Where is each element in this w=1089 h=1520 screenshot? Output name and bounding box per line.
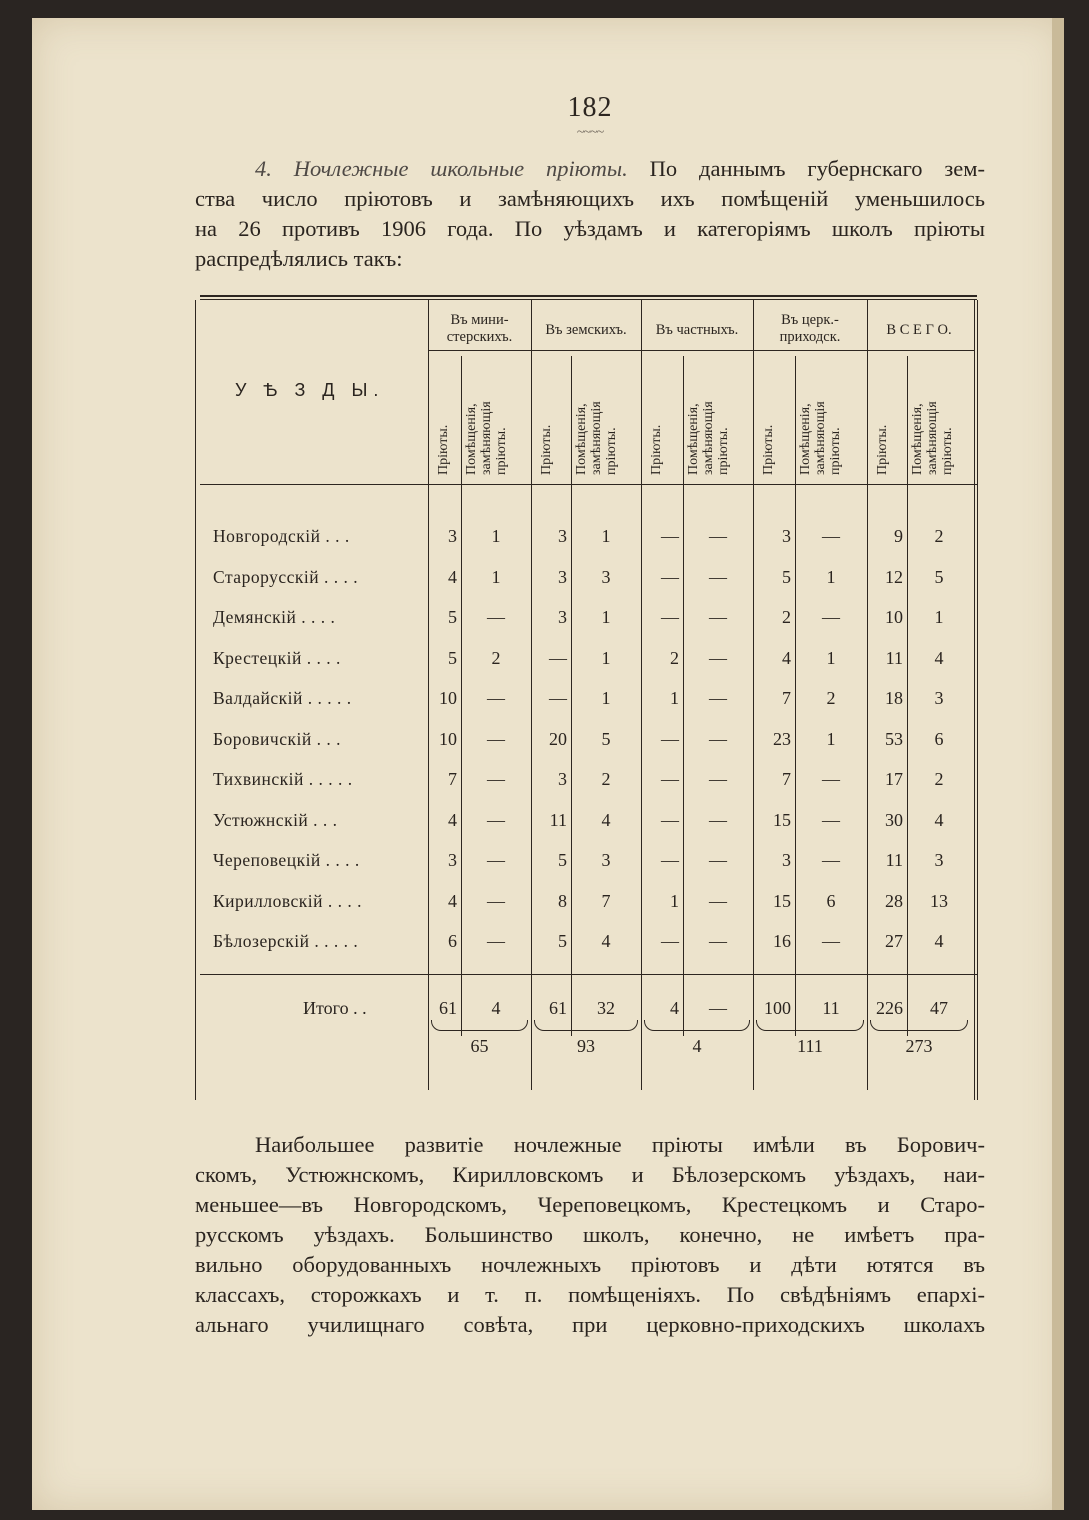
- district-name: Кирилловскій . . . .: [213, 890, 363, 911]
- total-cell: 32: [597, 998, 615, 1018]
- table-cell: 3: [558, 526, 567, 546]
- sub-header-replacement-premises: Помѣщенія, замѣняющія пріюты.: [464, 401, 509, 475]
- table-cell: —: [822, 526, 840, 546]
- table-cell: 28: [885, 890, 903, 911]
- group-header-rule: [428, 350, 974, 351]
- table-cell: —: [661, 728, 679, 749]
- table-cell: 15: [773, 809, 791, 830]
- district-name: Боровичскій . . .: [213, 728, 341, 749]
- sub-header-shelters: Пріюты.: [761, 424, 776, 475]
- table-cell: 1: [670, 688, 679, 708]
- total-cell: —: [709, 998, 727, 1018]
- table-cell: 23: [773, 728, 791, 749]
- district-name: Новгородскій . . .: [213, 526, 350, 546]
- total-cell: 4: [670, 998, 679, 1018]
- table-cell: 53: [885, 728, 903, 749]
- table-cell: 3: [934, 850, 944, 870]
- table-cell: 1: [601, 607, 611, 627]
- totals-rule: [200, 974, 977, 975]
- table-cell: 4: [934, 931, 944, 951]
- table-cell: 10: [439, 728, 457, 749]
- sub-divider: [907, 356, 908, 1036]
- table-cell: 5: [934, 566, 944, 587]
- total-cell: 61: [439, 998, 457, 1018]
- table-cell: 20: [549, 728, 567, 749]
- group-header: В С Е Г О.: [886, 322, 952, 338]
- total-cell: 4: [491, 998, 501, 1018]
- paragraph-line: меньшее—въ Новгородскомъ, Череповецкомъ, Крестецкомъ и Старо-: [195, 1192, 985, 1217]
- group-header: Въ частныхъ.: [655, 322, 739, 338]
- total-cell: 11: [822, 998, 840, 1018]
- table-cell: 3: [782, 526, 791, 546]
- table-cell: —: [487, 809, 505, 830]
- table-cell: —: [661, 566, 679, 587]
- group-header: Въ мини- стерскихъ.: [446, 312, 513, 345]
- table-cell: —: [709, 890, 727, 911]
- table-cell: 11: [549, 809, 567, 830]
- table-cell: 6: [448, 931, 457, 951]
- table-cell: 2: [601, 769, 611, 789]
- sub-divider: [571, 356, 572, 1036]
- table-cell: 30: [885, 809, 903, 830]
- table-cell: —: [709, 647, 727, 668]
- table-cell: 7: [601, 890, 611, 911]
- table-cell: —: [487, 728, 505, 749]
- group-total: 273: [905, 1036, 933, 1056]
- table-cell: 2: [782, 607, 791, 627]
- table-cell: —: [487, 850, 505, 870]
- table-cell: 5: [601, 728, 611, 749]
- district-name: Бѣлозерскій . . . . .: [213, 931, 359, 951]
- table-cell: —: [487, 607, 505, 627]
- table-cell: 15: [773, 890, 791, 911]
- district-name: Череповецкій . . . .: [213, 850, 360, 870]
- table-cell: 4: [448, 566, 457, 587]
- total-cell: 226: [876, 998, 903, 1018]
- table-cell: —: [709, 809, 727, 830]
- paragraph-line: скомъ, Устюжнскомъ, Кирилловскомъ и Бѣлозерскомъ уѣздахъ, наи-: [195, 1162, 985, 1187]
- table-cell: 1: [601, 647, 611, 668]
- group-total: 4: [692, 1036, 702, 1056]
- table-cell: —: [822, 769, 840, 789]
- table-left-border: [195, 300, 196, 1100]
- sub-divider: [795, 356, 796, 1036]
- paragraph-line: ства число пріютовъ и замѣняющихъ ихъ помѣщеній уменьшилось: [195, 186, 985, 211]
- table-cell: —: [709, 769, 727, 789]
- table-cell: 1: [826, 566, 836, 587]
- table-cell: 18: [885, 688, 903, 708]
- table-cell: —: [661, 809, 679, 830]
- header-bottom-rule: [200, 484, 977, 485]
- table-cell: 6: [826, 890, 836, 911]
- table-cell: —: [549, 647, 567, 668]
- sub-header-shelters: Пріюты.: [649, 424, 664, 475]
- group-brace: [534, 1020, 638, 1031]
- table-cell: —: [661, 850, 679, 870]
- group-total: 65: [470, 1036, 489, 1056]
- table-cell: —: [709, 607, 727, 627]
- total-cell: 100: [764, 998, 791, 1018]
- sub-header-replacement-premises: Помѣщенія, замѣняющія пріюты.: [910, 401, 955, 475]
- table-cell: 2: [491, 647, 501, 668]
- table-cell: 4: [448, 809, 457, 830]
- table-cell: —: [822, 850, 840, 870]
- table-cell: —: [661, 526, 679, 546]
- table-cell: 3: [558, 566, 567, 587]
- table-top-rule-thin: [200, 299, 977, 300]
- top-paragraph: [195, 154, 985, 274]
- table-cell: 1: [601, 688, 611, 708]
- table-cell: 3: [601, 850, 611, 870]
- district-name: Валдайскій . . . . .: [213, 688, 352, 708]
- table-cell: 5: [558, 850, 567, 870]
- table-cell: —: [709, 566, 727, 587]
- table-cell: 3: [601, 566, 611, 587]
- district-name: Крестецкій . . . .: [213, 647, 341, 668]
- table-cell: 1: [826, 647, 836, 668]
- table-cell: 3: [448, 850, 457, 870]
- table-cell: 16: [773, 931, 791, 951]
- paragraph-line: русскомъ уѣздахъ. Большинство школъ, конечно, не имѣетъ пра-: [195, 1222, 985, 1247]
- district-name: Старорусскій . . . .: [213, 566, 359, 587]
- sub-header-replacement-premises: Помѣщенія, замѣняющія пріюты.: [574, 401, 619, 475]
- table-cell: 1: [491, 566, 501, 587]
- page-number: 182: [567, 92, 613, 123]
- sub-divider: [461, 356, 462, 1036]
- group-total: 93: [577, 1036, 595, 1056]
- paragraph-line: распредѣлялись такъ:: [195, 246, 403, 271]
- table-cell: —: [661, 769, 679, 789]
- table-cell: 3: [558, 607, 567, 627]
- table-cell: 4: [601, 931, 611, 951]
- table-cell: 1: [491, 526, 501, 546]
- district-name: Демянскій . . . .: [213, 607, 336, 627]
- paragraph-line: вильно оборудованныхъ ночлежныхъ пріютовъ и дѣти ютятся въ: [195, 1252, 985, 1277]
- table-cell: 7: [782, 769, 791, 789]
- district-name: Устюжнскій . . .: [213, 809, 338, 830]
- group-header: Въ церк.- приходск.: [779, 312, 841, 345]
- table-cell: —: [709, 688, 727, 708]
- table-cell: 8: [558, 890, 567, 911]
- table-cell: 10: [885, 607, 903, 627]
- table-cell: —: [487, 931, 505, 951]
- total-label: Итого . .: [303, 998, 367, 1018]
- table-cell: 3: [934, 688, 944, 708]
- table-cell: —: [549, 688, 567, 708]
- group-brace: [431, 1020, 528, 1031]
- table-top-rule: [200, 295, 977, 297]
- table-cell: 4: [934, 647, 944, 668]
- table-right-border-2: [977, 300, 978, 1100]
- table-cell: 3: [448, 526, 457, 546]
- table-cell: 10: [439, 688, 457, 708]
- district-name: Тихвинскій . . . . .: [213, 769, 353, 789]
- paragraph-line: Наибольшее развитіе ночлежные пріюты имѣли въ Борович-: [255, 1132, 985, 1157]
- page-number-ornament: ~~~~: [576, 125, 604, 140]
- group-total: 111: [797, 1036, 823, 1056]
- group-brace: [756, 1020, 864, 1031]
- table-cell: 1: [934, 607, 944, 627]
- table-cell: 11: [885, 647, 903, 668]
- table-cell: 2: [670, 647, 679, 668]
- table-cell: 13: [930, 890, 948, 911]
- table-cell: 1: [601, 526, 611, 546]
- table-cell: 5: [782, 566, 791, 587]
- table-cell: 4: [782, 647, 791, 668]
- table-cell: 5: [448, 607, 457, 627]
- table-cell: —: [709, 931, 727, 951]
- sub-header-replacement-premises: Помѣщенія, замѣняющія пріюты.: [798, 401, 843, 475]
- table-cell: 11: [885, 850, 903, 870]
- sub-header-replacement-premises: Помѣщенія, замѣняющія пріюты.: [686, 401, 731, 475]
- table-cell: 7: [782, 688, 791, 708]
- sub-header-shelters: Пріюты.: [436, 424, 451, 475]
- table-cell: 4: [934, 809, 944, 830]
- table-cell: —: [709, 526, 727, 546]
- table-cell: 6: [934, 728, 944, 749]
- group-brace: [870, 1020, 968, 1031]
- table-cell: 5: [448, 647, 457, 668]
- table-cell: —: [487, 769, 505, 789]
- table-cell: 3: [782, 850, 791, 870]
- table-cell: —: [661, 607, 679, 627]
- paragraph-line: 4. Ночлежные школьные пріюты. По даннымъ губернскаго зем-: [255, 156, 985, 181]
- table-cell: 17: [885, 769, 903, 789]
- table-cell: —: [709, 850, 727, 870]
- table-cell: 2: [826, 688, 836, 708]
- table-right-border: [974, 300, 975, 1100]
- section-heading: 4. Ночлежные школьные пріюты.: [255, 156, 628, 181]
- table-cell: —: [661, 931, 679, 951]
- table-cell: —: [709, 728, 727, 749]
- total-cell: 47: [930, 998, 948, 1018]
- table-cell: —: [822, 809, 840, 830]
- column-header-uezdy: У Ѣ З Д Ы.: [235, 380, 385, 400]
- sub-divider: [683, 356, 684, 1036]
- group-brace: [644, 1020, 750, 1031]
- page-edge: [1052, 18, 1064, 1510]
- table-cell: —: [822, 607, 840, 627]
- table-cell: 2: [934, 526, 944, 546]
- table-cell: —: [822, 931, 840, 951]
- group-header: Въ земскихъ.: [545, 322, 627, 338]
- shelters-table: [195, 290, 977, 1100]
- bottom-paragraph: [195, 1130, 985, 1340]
- table-cell: 9: [894, 526, 903, 546]
- table-cell: —: [487, 890, 505, 911]
- table-cell: 4: [448, 890, 457, 911]
- table-cell: 27: [885, 931, 903, 951]
- total-cell: 61: [549, 998, 567, 1018]
- table-cell: 3: [558, 769, 567, 789]
- table-cell: 12: [885, 566, 903, 587]
- table-cell: 4: [601, 809, 611, 830]
- table-cell: 2: [934, 769, 944, 789]
- table-cell: 1: [670, 890, 679, 911]
- paragraph-line: альнаго училищнаго совѣта, при церковно-приходскихъ школахъ: [195, 1312, 985, 1337]
- paragraph-line: классахъ, сторожкахъ и т. п. помѣщеніяхъ. По свѣдѣніямъ епархі-: [195, 1282, 985, 1307]
- table-cell: 7: [448, 769, 457, 789]
- table-cell: —: [487, 688, 505, 708]
- table-cell: 1: [826, 728, 836, 749]
- table-cell: 5: [558, 931, 567, 951]
- sub-header-shelters: Пріюты.: [539, 424, 554, 475]
- sub-header-shelters: Пріюты.: [875, 424, 890, 475]
- paragraph-line: на 26 противъ 1906 года. По уѣздамъ и категоріямъ школъ пріюты: [195, 216, 985, 241]
